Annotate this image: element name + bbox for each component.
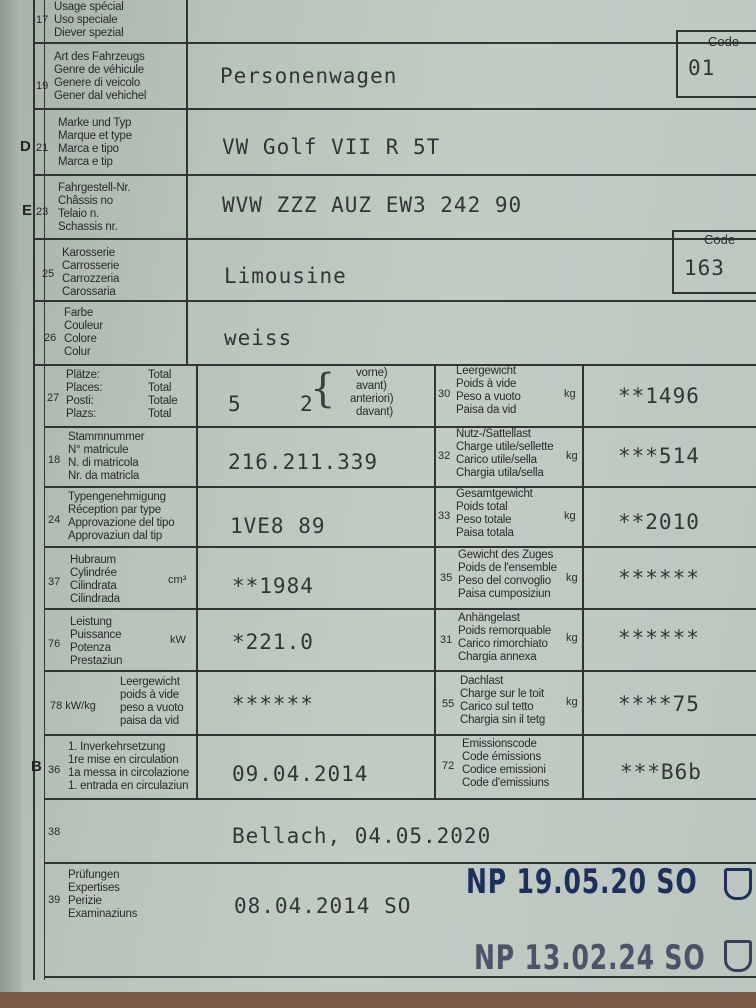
field-35-number: 35 [440, 572, 453, 584]
field-19-label-fr: Genre de véhicule [54, 64, 144, 76]
field-17-label-rm: Diever spezial [54, 27, 124, 39]
field-27-total-it: Totale [148, 395, 178, 407]
field-37-unit: cm³ [168, 574, 187, 586]
field-76-label-rm: Prestaziun [70, 655, 123, 667]
inspection-value: 08.04.2014 SO [234, 894, 412, 918]
field-26-label-fr: Couleur [64, 320, 103, 332]
field-26-label-rm: Colur [64, 346, 91, 358]
field-21-label-it: Marca e tipo [58, 143, 119, 155]
field-36-number: 36 [48, 764, 61, 776]
field-55-label-it: Carico sul tetto [460, 701, 534, 713]
field-27-front-de: vorne) [356, 367, 388, 379]
field-25-code-label: Code [704, 232, 736, 247]
field-36-label-fr: 1re mise en circulation [68, 754, 179, 766]
field-30-label-de: Leergewicht [456, 365, 516, 377]
field-55-unit: kg [566, 696, 578, 708]
field-23-label-it: Telaio n. [58, 208, 100, 220]
grid-line [33, 174, 756, 176]
field-72-number: 72 [442, 760, 455, 772]
inspection-stamp-2: NP 13.02.24 SO [474, 938, 706, 978]
field-33-label-rm: Paisa totala [456, 527, 514, 539]
grid-line [44, 546, 756, 548]
field-21-label-rm: Marca e tip [58, 156, 113, 168]
field-23-number: 23 [36, 206, 49, 218]
field-39-label-it: Perizie [68, 895, 102, 907]
field-18-label-it: N. di matricola [68, 457, 139, 469]
emission-code-value: ***B6b [620, 760, 702, 784]
field-27-total-fr: Total [148, 382, 172, 394]
field-32-unit: kg [566, 450, 578, 462]
field-21-label-de: Marke und Typ [58, 117, 132, 129]
field-78-label-it: peso a vuoto [120, 702, 184, 714]
grid-line [33, 0, 35, 980]
field-55-label-de: Dachlast [460, 675, 504, 687]
field-78-number: 78 kW/kg [50, 700, 96, 712]
field-72-label-de: Emissionscode [462, 738, 537, 750]
grid-line [44, 486, 756, 488]
field-32-number: 32 [438, 450, 451, 462]
vehicle-kind-value: Personenwagen [220, 64, 398, 88]
brace-symbol: { [310, 366, 336, 412]
grid-line [44, 426, 756, 428]
field-27-label-de: Plätze: [66, 369, 100, 381]
field-55-label-rm: Chargia sin il tetg [460, 714, 546, 726]
field-31-number: 31 [440, 634, 453, 646]
field-39-label-de: Prüfungen [68, 869, 120, 881]
field-18-label-de: Stammnummer [68, 431, 145, 443]
grid-line [676, 96, 756, 98]
field-37-label-rm: Cilindrada [70, 593, 120, 605]
field-78-label-fr: poids à vide [120, 689, 179, 701]
field-27-total-rm: Total [148, 408, 172, 420]
background-surface [0, 992, 756, 1008]
field-36-label-it: 1a messa in circolazione [68, 767, 190, 779]
field-19-label-de: Art des Fahrzeugs [54, 51, 145, 63]
field-38-number: 38 [48, 826, 61, 838]
canton-shield-icon [724, 940, 752, 972]
grid-line [676, 30, 756, 32]
grid-line [196, 364, 198, 798]
field-25-label-it: Carrozzeria [62, 273, 120, 285]
grid-line [44, 670, 756, 672]
field-24-label-de: Typengenehmigung [68, 491, 166, 503]
roof-load-value: ****75 [618, 692, 700, 716]
field-30-label-fr: Poids à vide [456, 378, 517, 390]
field-76-number: 76 [48, 638, 61, 650]
train-weight-value: ****** [618, 566, 700, 590]
field-33-label-de: Gesamtgewicht [456, 488, 533, 500]
field-31-unit: kg [566, 632, 578, 644]
grid-line [33, 300, 756, 302]
field-37-label-de: Hubraum [70, 554, 116, 566]
page-edge [0, 0, 22, 1008]
canton-shield-icon [724, 868, 752, 900]
field-24-number: 24 [48, 514, 61, 526]
curb-weight-value: **1496 [618, 384, 700, 408]
field-23-label-de: Fahrgestell-Nr. [58, 182, 131, 194]
field-19-label-it: Genere di veicolo [54, 77, 141, 89]
field-36-label-rm: 1. entrada en circulaziun [68, 780, 189, 792]
field-32-label-it: Carico utile/sella [456, 454, 537, 466]
field-26-number: 26 [44, 332, 57, 344]
field-35-label-rm: Paisa cumposiziun [458, 588, 551, 600]
field-19-code-label: Code [708, 34, 740, 49]
field-25-label-de: Karosserie [62, 247, 115, 259]
grid-line [676, 30, 678, 96]
field-17-label-de: Usage spécial [54, 1, 124, 13]
field-30-number: 30 [438, 388, 451, 400]
field-33-unit: kg [564, 510, 576, 522]
field-37-number: 37 [48, 576, 61, 588]
field-24-label-fr: Réception par type [68, 504, 161, 516]
power-value: *221.0 [232, 630, 314, 654]
field-27-label-fr: Places: [66, 382, 103, 394]
field-27-total-de: Total [148, 369, 172, 381]
grid-line [44, 734, 756, 736]
field-27-label-rm: Plazs: [66, 408, 97, 420]
vehicle-kind-code: 01 [688, 56, 716, 80]
field-72-label-rm: Code d'emissiuns [462, 777, 550, 789]
field-37-label-it: Cilindrata [70, 580, 117, 592]
field-72-label-fr: Code émissions [462, 751, 542, 763]
seats-front-value: 2 [300, 392, 314, 416]
field-25-label-fr: Carrosserie [62, 260, 120, 272]
field-18-label-fr: N° matricule [68, 444, 129, 456]
make-model-value: VW Golf VII R 5T [222, 135, 441, 159]
field-26-label-it: Colore [64, 333, 97, 345]
field-33-label-it: Peso totale [456, 514, 512, 526]
field-23-label-fr: Châssis no [58, 195, 113, 207]
field-17-label-fr: Uso speciale [54, 14, 118, 26]
field-24-label-it: Approvazione del tipo [68, 517, 175, 529]
field-21-label-fr: Marque et type [58, 130, 132, 142]
field-18-label-rm: Nr. da matricla [68, 470, 140, 482]
body-type-code: 163 [684, 256, 725, 280]
field-31-label-rm: Chargia annexa [458, 651, 537, 663]
registry-number-value: 216.211.339 [228, 450, 379, 474]
field-78-label-de: Leergewicht [120, 676, 180, 688]
field-37-label-fr: Cylindrée [70, 567, 117, 579]
field-35-unit: kg [566, 572, 578, 584]
power-weight-value: ****** [232, 692, 314, 716]
chassis-number-value: WVW ZZZ AUZ EW3 242 90 [222, 193, 523, 217]
grid-line [33, 42, 756, 44]
field-76-label-de: Leistung [70, 616, 112, 628]
field-31-label-it: Carico rimorchiato [458, 638, 548, 650]
body-type-value: Limousine [224, 264, 347, 288]
field-76-label-it: Potenza [70, 642, 111, 654]
grid-line [434, 364, 436, 798]
issue-place-date-value: Bellach, 04.05.2020 [232, 824, 492, 848]
field-25-label-rm: Carossaria [62, 286, 116, 298]
field-21-number: 21 [36, 142, 49, 154]
grid-line [582, 364, 584, 798]
color-value: weiss [224, 326, 293, 350]
field-32-label-fr: Charge utile/sellette [456, 441, 554, 453]
field-27-front-fr: avant) [356, 380, 387, 392]
grid-line [33, 108, 756, 110]
field-32-label-de: Nutz-/Sattellast [456, 428, 531, 440]
field-55-label-fr: Charge sur le toit [460, 688, 544, 700]
field-33-number: 33 [438, 510, 451, 522]
field-24-label-rm: Approvaziun dal tip [68, 530, 163, 542]
field-76-unit: kW [170, 634, 186, 646]
first-registration-value: 09.04.2014 [232, 762, 369, 786]
payload-value: ***514 [618, 444, 700, 468]
grid-line [33, 238, 756, 240]
field-39-label-rm: Examinaziuns [68, 908, 138, 920]
field-35-label-fr: Poids de l'ensemble [458, 562, 557, 574]
seats-total-value: 5 [228, 392, 242, 416]
field-23-label-rm: Schassis nr. [58, 221, 118, 233]
field-26-label-de: Farbe [64, 307, 94, 319]
field-36-label-de: 1. Inverkehrsetzung [68, 741, 166, 753]
field-19-number: 19 [36, 80, 49, 92]
field-18-number: 18 [48, 454, 61, 466]
grid-line [33, 364, 756, 366]
field-30-label-rm: Paisa da vid [456, 404, 517, 416]
marker-d: D [20, 138, 31, 155]
field-31-label-de: Anhängelast [458, 612, 520, 624]
field-30-unit: kg [564, 388, 576, 400]
marker-b: B [31, 758, 42, 775]
inspection-stamp-1: NP 19.05.20 SO [466, 862, 698, 902]
field-76-label-fr: Puissance [70, 629, 122, 641]
field-39-number: 39 [48, 894, 61, 906]
grid-line [44, 798, 756, 800]
field-32-label-rm: Chargia utila/sella [456, 467, 544, 479]
grid-line [672, 292, 756, 294]
field-39-label-fr: Expertises [68, 882, 120, 894]
marker-e: E [22, 202, 33, 219]
field-72-label-it: Codice emissioni [462, 764, 546, 776]
field-33-label-fr: Poids total [456, 501, 508, 513]
field-31-label-fr: Poids remorquable [458, 625, 552, 637]
field-27-front-rm: davant) [356, 406, 393, 418]
field-27-number: 27 [47, 392, 60, 404]
grid-line [186, 0, 188, 364]
field-55-number: 55 [442, 698, 455, 710]
field-25-number: 25 [42, 268, 55, 280]
field-35-label-de: Gewicht des Zuges [458, 549, 554, 561]
field-19-label-rm: Gener dal vehichel [54, 90, 147, 102]
displacement-value: **1984 [232, 574, 314, 598]
grid-line [44, 608, 756, 610]
field-17-number: 17 [36, 14, 49, 26]
type-approval-value: 1VE8 89 [230, 514, 326, 538]
trailer-load-value: ****** [618, 626, 700, 650]
field-30-label-it: Peso a vuoto [456, 391, 521, 403]
field-78-label-rm: paisa da vid [120, 715, 179, 727]
gross-weight-value: **2010 [618, 510, 700, 534]
field-27-front-it: anteriori) [350, 393, 394, 405]
field-27-label-it: Posti: [66, 395, 94, 407]
field-35-label-it: Peso del convoglio [458, 575, 551, 587]
